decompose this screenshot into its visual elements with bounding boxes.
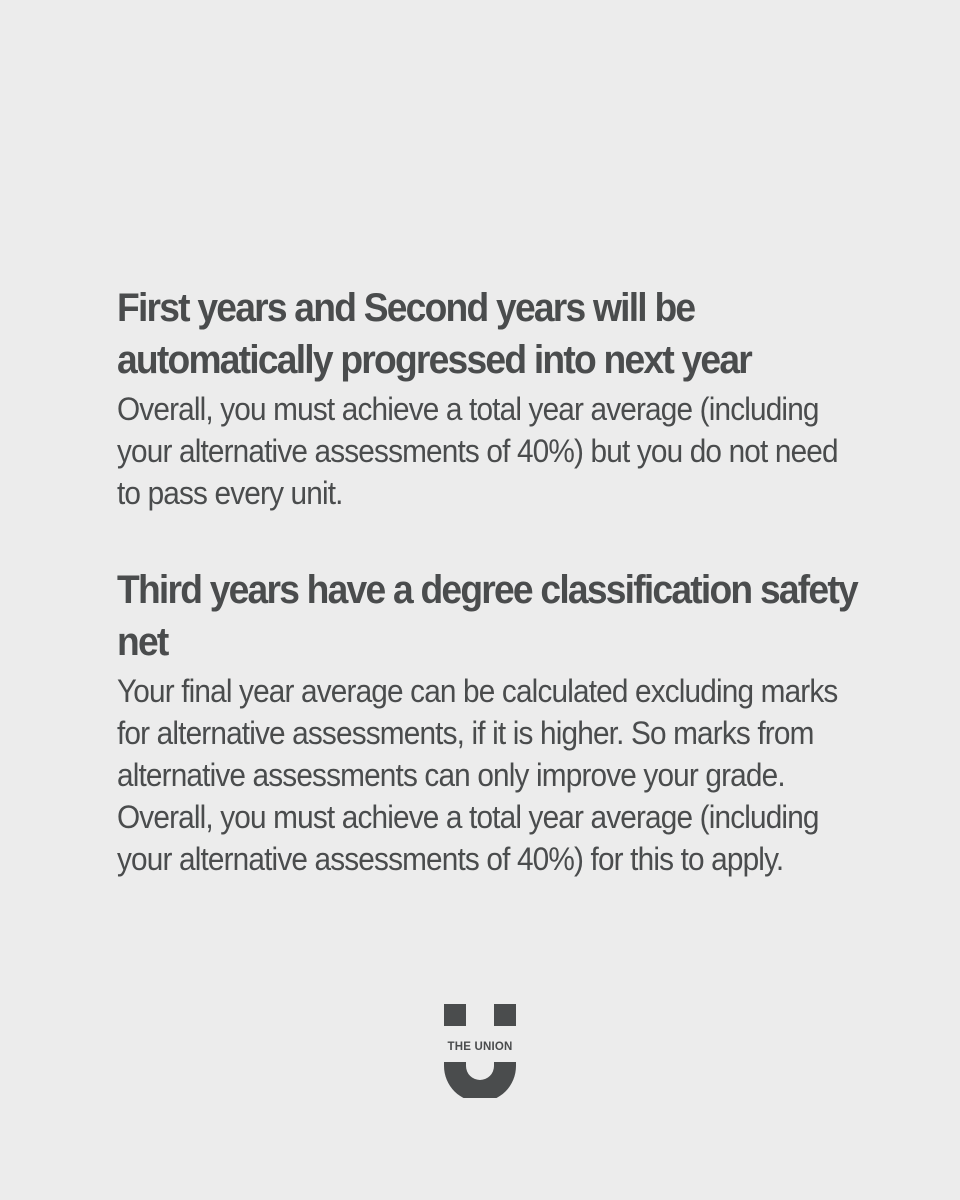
union-logo: [444, 1004, 516, 1098]
section-heading: First years and Second years will be automatically progressed into next year: [117, 286, 751, 382]
content: [117, 282, 877, 880]
section-third-years: [117, 564, 877, 880]
section-body: Overall, you must achieve a total year average (including your alternative assessments of 40%) but you do not need to pass every unit.: [117, 391, 838, 511]
section-first-second-years: [117, 282, 877, 514]
section-heading: Third years have a degree classification safety net: [117, 568, 857, 664]
logo-text: THE UNION: [447, 1041, 513, 1053]
section-body: Your final year average can be calculated excluding marks for alternative assessments, if it is higher. So marks from alternative assessments can only improve your grade. Overall, you must achieve a total year average (including your alternative assessments of 40%) for this to apply.: [117, 673, 838, 877]
